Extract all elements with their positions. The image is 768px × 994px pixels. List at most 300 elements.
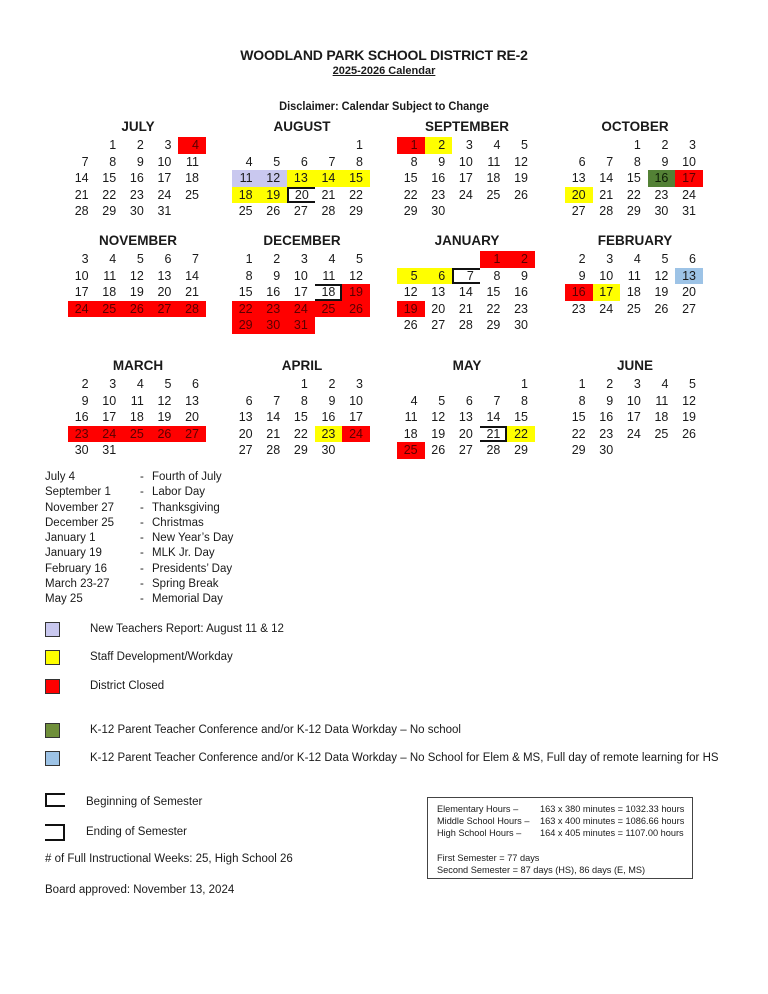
hours-row bbox=[437, 815, 692, 827]
month-march bbox=[68, 358, 208, 458]
holiday-dash: - bbox=[140, 562, 144, 575]
disclaimer: Disclaimer: Calendar Subject to Change bbox=[279, 99, 489, 113]
calendar-day: 21 bbox=[599, 187, 614, 202]
calendar-day: 21 bbox=[458, 301, 473, 316]
month-name: SEPTEMBER bbox=[424, 119, 509, 134]
calendar-day: 17 bbox=[626, 410, 641, 425]
calendar-day: 9 bbox=[661, 154, 669, 169]
calendar-day: 8 bbox=[356, 154, 363, 169]
calendar-day: 29 bbox=[102, 204, 117, 219]
calendar-day: 16 bbox=[431, 171, 446, 186]
holiday-dash: - bbox=[140, 532, 144, 545]
calendar-day: 3 bbox=[465, 138, 473, 152]
calendar-day: 21 bbox=[480, 426, 508, 443]
hours-row bbox=[437, 827, 692, 839]
calendar-day: 20 bbox=[682, 285, 696, 300]
holiday-name: Spring Break bbox=[152, 578, 219, 591]
calendar-day: 18 bbox=[129, 410, 144, 425]
calendar-day: 16 bbox=[321, 410, 336, 425]
month-september bbox=[397, 119, 537, 219]
calendar-day: 15 bbox=[293, 410, 308, 425]
calendar-day: 27 bbox=[458, 443, 473, 458]
red-swatch-icon bbox=[45, 679, 60, 694]
holiday-row bbox=[45, 562, 345, 577]
holiday-dash: - bbox=[140, 547, 144, 560]
calendar-day: 3 bbox=[81, 252, 89, 266]
semester-end-bracket-icon bbox=[45, 824, 65, 841]
calendar-day: 2 bbox=[328, 377, 336, 391]
calendar-day: 28 bbox=[74, 204, 89, 219]
calendar-day: 2 bbox=[507, 251, 535, 268]
calendar-day: 30 bbox=[431, 204, 446, 219]
calendar-day: 28 bbox=[266, 443, 281, 458]
calendar-day: 24 bbox=[626, 426, 641, 441]
calendar-day: 22 bbox=[349, 187, 363, 202]
hours-label: Elementary Hours – bbox=[437, 804, 519, 814]
calendar-day: 16 bbox=[129, 171, 144, 186]
calendar-day: 4 bbox=[493, 138, 501, 152]
calendar-day: 3 bbox=[356, 377, 363, 391]
calendar-day: 22 bbox=[626, 187, 641, 202]
calendar-day: 16 bbox=[74, 410, 89, 425]
calendar-day: 13 bbox=[571, 171, 586, 186]
calendar-day: 22 bbox=[507, 426, 535, 443]
second-semester bbox=[437, 864, 692, 876]
hours-label: High School Hours – bbox=[437, 828, 522, 838]
holiday-date: July 4 bbox=[45, 471, 76, 483]
calendar-day: 10 bbox=[74, 268, 89, 283]
calendar-day: 15 bbox=[342, 170, 370, 187]
calendar-day: 20 bbox=[431, 301, 446, 316]
hours-value: 163 x 400 minutes = 1086.66 hours bbox=[540, 816, 685, 826]
calendar-day: 30 bbox=[654, 204, 669, 219]
calendar-day: 2 bbox=[578, 252, 586, 266]
calendar-day: 18 bbox=[403, 426, 418, 441]
holiday-date: May 25 bbox=[45, 593, 83, 606]
calendar-day: 24 bbox=[96, 426, 124, 443]
calendar-day: 10 bbox=[599, 268, 614, 283]
yellow-swatch-icon bbox=[45, 650, 60, 665]
calendar-day: 12 bbox=[129, 268, 144, 283]
calendar-day: 3 bbox=[109, 377, 117, 391]
calendar-day: 19 bbox=[514, 171, 528, 186]
legend-label: New Teachers Report: August 11 & 12 bbox=[90, 623, 284, 635]
instructional-weeks: # of Full Instructional Weeks: 25, High School 26 bbox=[45, 853, 293, 865]
holiday-dash: - bbox=[140, 516, 144, 529]
calendar-day: 19 bbox=[431, 426, 446, 441]
month-name: NOVEMBER bbox=[98, 233, 177, 248]
calendar-day: 31 bbox=[102, 443, 117, 458]
calendar-day: 27 bbox=[571, 204, 586, 219]
legend-label: Staff Development/Workday bbox=[90, 651, 233, 663]
calendar-day: 17 bbox=[458, 171, 473, 186]
holiday-dash: - bbox=[140, 501, 144, 514]
calendar-day: 30 bbox=[74, 443, 89, 458]
semester-begin-bracket-icon bbox=[45, 793, 65, 807]
holiday-name: Thanksgiving bbox=[152, 501, 220, 514]
calendar-day: 20 bbox=[565, 187, 593, 204]
calendar-day: 25 bbox=[654, 426, 669, 441]
calendar-day: 27 bbox=[431, 318, 446, 333]
calendar-day: 24 bbox=[599, 301, 614, 316]
calendar-day: 13 bbox=[287, 170, 315, 187]
calendar-day: 5 bbox=[136, 252, 144, 266]
calendar-day: 11 bbox=[627, 268, 641, 283]
calendar-day: 12 bbox=[349, 268, 363, 283]
calendar-day: 25 bbox=[397, 442, 425, 459]
month-october bbox=[565, 119, 705, 219]
calendar-day: 26 bbox=[151, 426, 179, 443]
calendar-day: 4 bbox=[328, 252, 336, 266]
calendar-day: 1 bbox=[300, 377, 308, 391]
calendar-day: 2 bbox=[136, 138, 144, 152]
hours-value: 163 x 380 minutes = 1032.33 hours bbox=[540, 804, 685, 814]
month-name: DECEMBER bbox=[263, 233, 341, 248]
calendar-day: 11 bbox=[322, 268, 336, 283]
calendar-day: 8 bbox=[109, 154, 117, 169]
calendar-day: 25 bbox=[315, 301, 343, 318]
calendar-day: 25 bbox=[185, 187, 199, 202]
calendar-day: 16 bbox=[599, 410, 614, 425]
holiday-date: January 19 bbox=[45, 547, 102, 560]
month-name: JANUARY bbox=[434, 233, 500, 248]
calendar-day: 8 bbox=[245, 268, 253, 283]
calendar-day: 1 bbox=[245, 252, 253, 266]
month-february bbox=[565, 233, 705, 316]
calendar-day: 9 bbox=[273, 268, 281, 283]
legend-label: K-12 Parent Teacher Conference and/or K-12 Data Workday – No School for Elem & MS, Full day of remote learning for HS bbox=[90, 752, 719, 764]
calendar-day: 7 bbox=[328, 154, 336, 169]
calendar-day: 25 bbox=[626, 301, 641, 316]
blue-swatch-icon bbox=[45, 751, 60, 766]
month-august bbox=[232, 119, 372, 219]
legend-label: District Closed bbox=[90, 680, 165, 692]
calendar-day: 5 bbox=[397, 268, 425, 285]
calendar-day: 17 bbox=[349, 410, 363, 425]
calendar-day: 4 bbox=[410, 393, 418, 408]
calendar-day: 9 bbox=[328, 393, 336, 408]
lavender-swatch-icon bbox=[45, 622, 60, 637]
calendar-day: 22 bbox=[486, 301, 501, 316]
calendar-day: 3 bbox=[689, 138, 696, 152]
calendar-day: 29 bbox=[232, 317, 260, 334]
calendar-day: 25 bbox=[96, 301, 124, 318]
calendar-day: 21 bbox=[321, 187, 336, 202]
holiday-dash: - bbox=[140, 593, 144, 606]
calendar-day: 12 bbox=[403, 285, 418, 300]
calendar-day: 24 bbox=[458, 187, 473, 202]
calendar-day: 15 bbox=[486, 285, 501, 300]
holiday-date: November 27 bbox=[45, 501, 115, 514]
calendar-day: 10 bbox=[682, 154, 696, 169]
calendar-day: 6 bbox=[465, 393, 473, 408]
calendar-day: 9 bbox=[81, 393, 89, 408]
holiday-name: Presidents’ Day bbox=[152, 562, 233, 575]
calendar-day: 23 bbox=[68, 426, 96, 443]
month-july bbox=[68, 119, 208, 219]
calendar-day: 8 bbox=[521, 393, 528, 408]
holiday-name: New Year’s Day bbox=[152, 532, 234, 545]
calendar-day: 4 bbox=[178, 137, 206, 154]
calendar-day: 18 bbox=[486, 171, 501, 186]
calendar-day: 5 bbox=[273, 154, 281, 169]
calendar-day: 7 bbox=[81, 154, 89, 169]
holiday-name: Christmas bbox=[152, 516, 204, 529]
calendar-day: 6 bbox=[578, 154, 586, 169]
holiday-row bbox=[45, 592, 345, 607]
calendar-day: 9 bbox=[136, 154, 144, 169]
calendar-day: 20 bbox=[458, 426, 473, 441]
calendar-day: 26 bbox=[342, 301, 370, 318]
calendar-day: 19 bbox=[129, 285, 144, 300]
calendar-day: 17 bbox=[293, 285, 308, 300]
calendar-day: 23 bbox=[571, 301, 586, 316]
calendar-day: 30 bbox=[321, 443, 336, 458]
green-swatch-icon bbox=[45, 723, 60, 738]
calendar-day: 19 bbox=[342, 284, 370, 301]
holiday-date: March 23-27 bbox=[45, 578, 110, 591]
calendar-day: 19 bbox=[397, 301, 425, 318]
calendar-day: 29 bbox=[626, 204, 641, 219]
calendar-day: 16 bbox=[648, 170, 676, 187]
calendar-day: 7 bbox=[273, 393, 281, 408]
calendar-day: 15 bbox=[102, 171, 117, 186]
calendar-day: 19 bbox=[682, 410, 696, 425]
calendar-day: 21 bbox=[185, 285, 199, 300]
calendar-day: 26 bbox=[682, 426, 696, 441]
calendar-day: 26 bbox=[123, 301, 151, 318]
page-title: WOODLAND PARK SCHOOL DISTRICT RE-2 bbox=[240, 47, 528, 63]
calendar-day: 22 bbox=[571, 426, 586, 441]
calendar-day: 4 bbox=[109, 252, 117, 266]
calendar-day: 3 bbox=[164, 138, 172, 152]
calendar-day: 1 bbox=[578, 377, 586, 391]
calendar-day: 3 bbox=[300, 252, 308, 266]
calendar-day: 29 bbox=[403, 204, 418, 219]
second-semester-text: Second Semester = 87 days (HS), 86 days (E, MS) bbox=[437, 865, 646, 875]
calendar-day: 8 bbox=[300, 393, 308, 408]
calendar-day: 29 bbox=[514, 443, 528, 458]
holiday-date: January 1 bbox=[45, 532, 96, 545]
calendar-day: 22 bbox=[232, 301, 260, 318]
calendar-day: 13 bbox=[431, 285, 446, 300]
calendar-day: 26 bbox=[654, 301, 669, 316]
calendar-day: 30 bbox=[129, 204, 144, 219]
calendar-day: 6 bbox=[245, 393, 253, 408]
calendar-day: 24 bbox=[157, 187, 172, 202]
calendar-day: 6 bbox=[425, 268, 453, 285]
calendar-day: 8 bbox=[578, 393, 586, 408]
calendar-day: 13 bbox=[458, 410, 473, 425]
calendar-day: 23 bbox=[599, 426, 614, 441]
hours-label: Middle School Hours – bbox=[437, 816, 530, 826]
calendar-day: 1 bbox=[633, 138, 641, 152]
holiday-name: Labor Day bbox=[152, 486, 206, 499]
calendar-day: 11 bbox=[186, 154, 199, 169]
calendar-day: 28 bbox=[321, 204, 336, 219]
calendar-day: 21 bbox=[74, 187, 89, 202]
calendar-day: 14 bbox=[599, 171, 614, 186]
calendar-day: 24 bbox=[287, 301, 315, 318]
calendar-day: 26 bbox=[431, 443, 446, 458]
calendar-day: 5 bbox=[164, 377, 172, 391]
calendar-day: 26 bbox=[266, 204, 281, 219]
calendar-day: 29 bbox=[293, 443, 308, 458]
calendar-day: 29 bbox=[349, 204, 363, 219]
holiday-row bbox=[45, 516, 345, 531]
calendar-day: 16 bbox=[565, 284, 593, 301]
calendar-day: 20 bbox=[157, 285, 172, 300]
calendar-day: 7 bbox=[606, 154, 614, 169]
calendar-day: 11 bbox=[655, 393, 669, 408]
calendar-day: 14 bbox=[486, 410, 501, 425]
calendar-day: 26 bbox=[403, 318, 418, 333]
calendar-day: 1 bbox=[356, 138, 363, 152]
calendar-day: 2 bbox=[81, 377, 89, 391]
holiday-dash: - bbox=[140, 578, 144, 591]
calendar-day: 13 bbox=[185, 393, 199, 408]
holiday-name: Fourth of July bbox=[152, 471, 222, 483]
month-name: AUGUST bbox=[273, 119, 331, 134]
calendar-day: 14 bbox=[458, 285, 473, 300]
calendar-day: 17 bbox=[102, 410, 117, 425]
holiday-row bbox=[45, 470, 345, 485]
calendar-day: 18 bbox=[315, 284, 343, 301]
calendar-day: 18 bbox=[654, 410, 669, 425]
calendar-day: 5 bbox=[689, 377, 696, 391]
calendar-day: 5 bbox=[521, 138, 528, 152]
calendar-day: 27 bbox=[238, 443, 253, 458]
calendar-day: 19 bbox=[157, 410, 172, 425]
calendar-day: 6 bbox=[192, 377, 199, 391]
calendar-day: 17 bbox=[675, 170, 703, 187]
legend-label: Beginning of Semester bbox=[86, 796, 203, 808]
calendar-day: 2 bbox=[273, 252, 281, 266]
calendar-day: 18 bbox=[626, 285, 641, 300]
calendar-day: 15 bbox=[403, 171, 418, 186]
calendar-day: 27 bbox=[682, 301, 696, 316]
calendar-day: 23 bbox=[431, 187, 446, 202]
calendar-day: 26 bbox=[514, 187, 528, 202]
calendar-day: 28 bbox=[599, 204, 614, 219]
calendar-day: 14 bbox=[266, 410, 281, 425]
calendar-day: 4 bbox=[245, 154, 253, 169]
calendar-day: 10 bbox=[293, 268, 308, 283]
calendar-day: 29 bbox=[486, 318, 501, 333]
calendar-day: 12 bbox=[682, 393, 696, 408]
month-january bbox=[397, 233, 537, 333]
calendar-day: 20 bbox=[287, 187, 315, 204]
calendar-day: 10 bbox=[102, 393, 117, 408]
calendar-day: 17 bbox=[593, 284, 621, 301]
calendar-day: 17 bbox=[74, 285, 89, 300]
calendar-day: 30 bbox=[514, 318, 528, 333]
calendar-day: 23 bbox=[514, 301, 528, 316]
calendar-day: 20 bbox=[238, 426, 253, 441]
calendar-day: 9 bbox=[521, 268, 528, 283]
calendar-day: 22 bbox=[102, 187, 117, 202]
month-name: FEBRUARY bbox=[597, 233, 673, 248]
hours-value: 164 x 405 minutes = 1107.00 hours bbox=[540, 828, 684, 838]
legend-label: Ending of Semester bbox=[86, 826, 188, 838]
calendar-subtitle: 2025-2026 Calendar bbox=[332, 65, 436, 77]
calendar-day: 19 bbox=[654, 285, 669, 300]
calendar-day: 5 bbox=[356, 252, 363, 266]
calendar-day: 31 bbox=[157, 204, 172, 219]
calendar-day: 2 bbox=[661, 138, 669, 152]
month-name: APRIL bbox=[281, 358, 323, 373]
holiday-row bbox=[45, 577, 345, 592]
calendar-day: 15 bbox=[626, 171, 641, 186]
calendar-day: 14 bbox=[185, 268, 199, 283]
calendar-day: 5 bbox=[438, 393, 446, 408]
calendar-day: 7 bbox=[192, 252, 199, 266]
month-november bbox=[68, 233, 208, 316]
holiday-list bbox=[45, 470, 345, 608]
calendar-day: 23 bbox=[654, 187, 669, 202]
calendar-day: 15 bbox=[571, 410, 586, 425]
calendar-day: 29 bbox=[571, 443, 586, 458]
calendar-day: 13 bbox=[238, 410, 253, 425]
calendar-day: 11 bbox=[103, 268, 117, 283]
month-may bbox=[397, 358, 537, 458]
month-april bbox=[232, 358, 372, 458]
calendar-day: 22 bbox=[403, 187, 418, 202]
calendar-day: 10 bbox=[626, 393, 641, 408]
calendar-day: 3 bbox=[606, 252, 614, 266]
calendar-day: 23 bbox=[260, 301, 288, 318]
month-december bbox=[232, 233, 372, 333]
calendar-day: 8 bbox=[493, 268, 501, 283]
calendar-day: 1 bbox=[109, 138, 117, 152]
holiday-row bbox=[45, 546, 345, 561]
holiday-name: MLK Jr. Day bbox=[152, 547, 215, 560]
month-name: JUNE bbox=[616, 358, 653, 373]
calendar-day: 11 bbox=[232, 170, 260, 187]
hours-info-box bbox=[427, 797, 693, 879]
calendar-day: 5 bbox=[661, 252, 669, 266]
calendar-day: 14 bbox=[74, 171, 89, 186]
month-june bbox=[565, 358, 705, 458]
calendar-day: 8 bbox=[410, 154, 418, 169]
calendar-day: 1 bbox=[480, 251, 508, 268]
calendar-day: 7 bbox=[452, 268, 480, 285]
legend-label: K-12 Parent Teacher Conference and/or K-12 Data Workday – No school bbox=[90, 724, 461, 736]
calendar-day: 11 bbox=[487, 154, 501, 169]
calendar-day: 13 bbox=[157, 268, 172, 283]
calendar-day: 10 bbox=[157, 154, 172, 169]
calendar-day: 16 bbox=[266, 285, 281, 300]
holiday-date: February 16 bbox=[45, 562, 108, 575]
calendar-day: 15 bbox=[238, 285, 253, 300]
calendar-day: 9 bbox=[438, 154, 446, 169]
calendar-day: 24 bbox=[682, 187, 696, 202]
first-semester-text: First Semester = 77 days bbox=[437, 853, 540, 863]
calendar-day: 12 bbox=[654, 268, 669, 283]
calendar-day: 28 bbox=[458, 318, 473, 333]
calendar-day: 1 bbox=[397, 137, 425, 154]
calendar-day: 4 bbox=[661, 377, 669, 391]
calendar-day: 15 bbox=[514, 410, 528, 425]
spacer bbox=[437, 839, 692, 852]
calendar-day: 3 bbox=[633, 377, 641, 391]
calendar-day: 14 bbox=[315, 170, 343, 187]
first-semester bbox=[437, 852, 692, 864]
calendar-day: 10 bbox=[458, 154, 473, 169]
calendar-day: 17 bbox=[157, 171, 172, 186]
calendar-day: 24 bbox=[68, 301, 96, 318]
calendar-day: 30 bbox=[599, 443, 614, 458]
